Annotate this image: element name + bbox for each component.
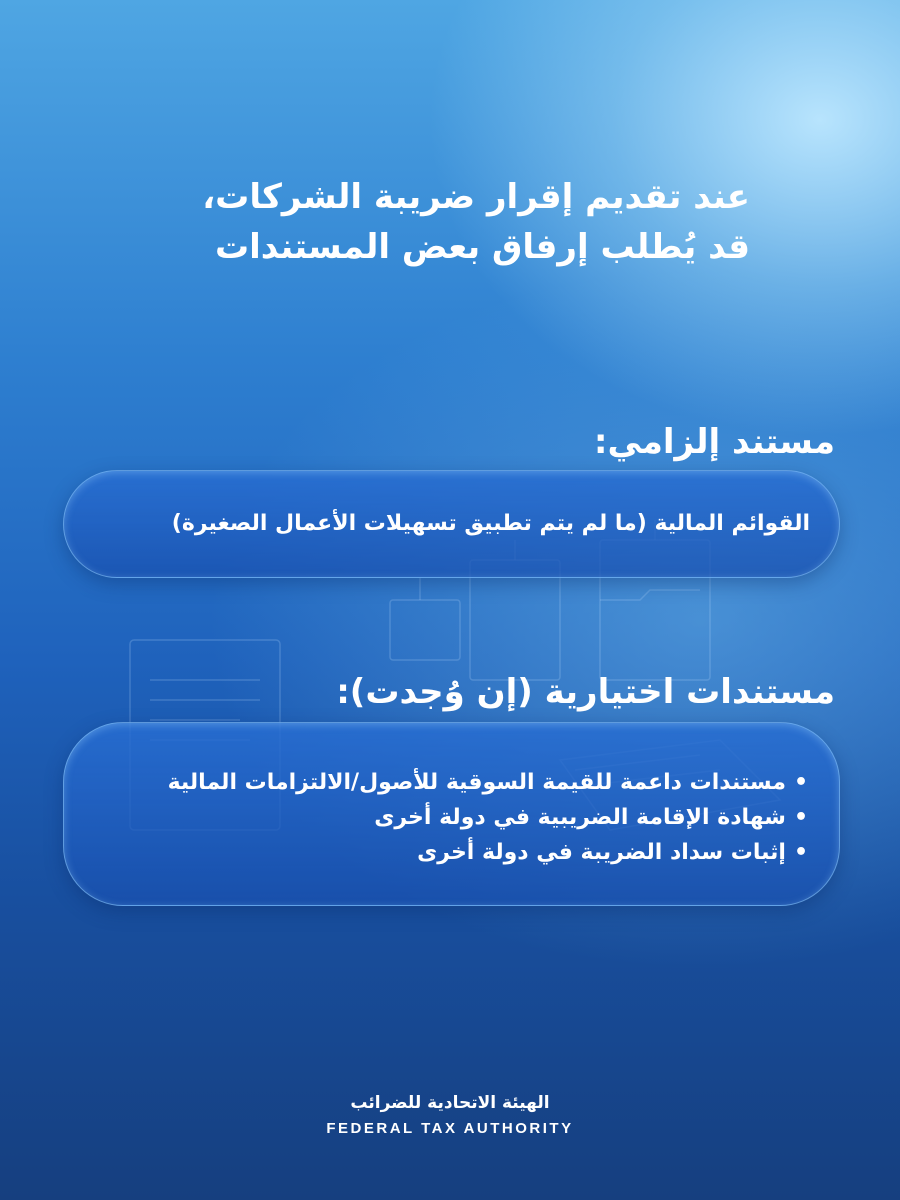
list-item: • شهادة الإقامة الضريبية في دولة أخرى [108, 800, 808, 835]
list-item: • مستندات داعمة للقيمة السوقية للأصول/الالتزامات المالية [108, 765, 808, 800]
optional-documents-list [108, 765, 808, 870]
authority-logo-arabic: الهيئة الاتحادية للضرائب [350, 1093, 550, 1113]
page-title [100, 172, 750, 272]
mandatory-document-item: القوائم المالية (ما لم يتم تطبيق تسهيلات الأعمال الصغيرة) [171, 511, 810, 536]
mandatory-document-heading: مستند إلزامي: [593, 422, 835, 462]
optional-documents-heading: مستندات اختيارية (إن وُجدت): [336, 672, 835, 712]
title-line-2: قد يُطلب إرفاق بعض المستندات [214, 227, 750, 267]
list-item: • إثبات سداد الضريبة في دولة أخرى [108, 835, 808, 870]
title-line-1: عند تقديم إقرار ضريبة الشركات، [202, 177, 750, 217]
authority-logo-english: FEDERAL TAX AUTHORITY [326, 1120, 574, 1137]
